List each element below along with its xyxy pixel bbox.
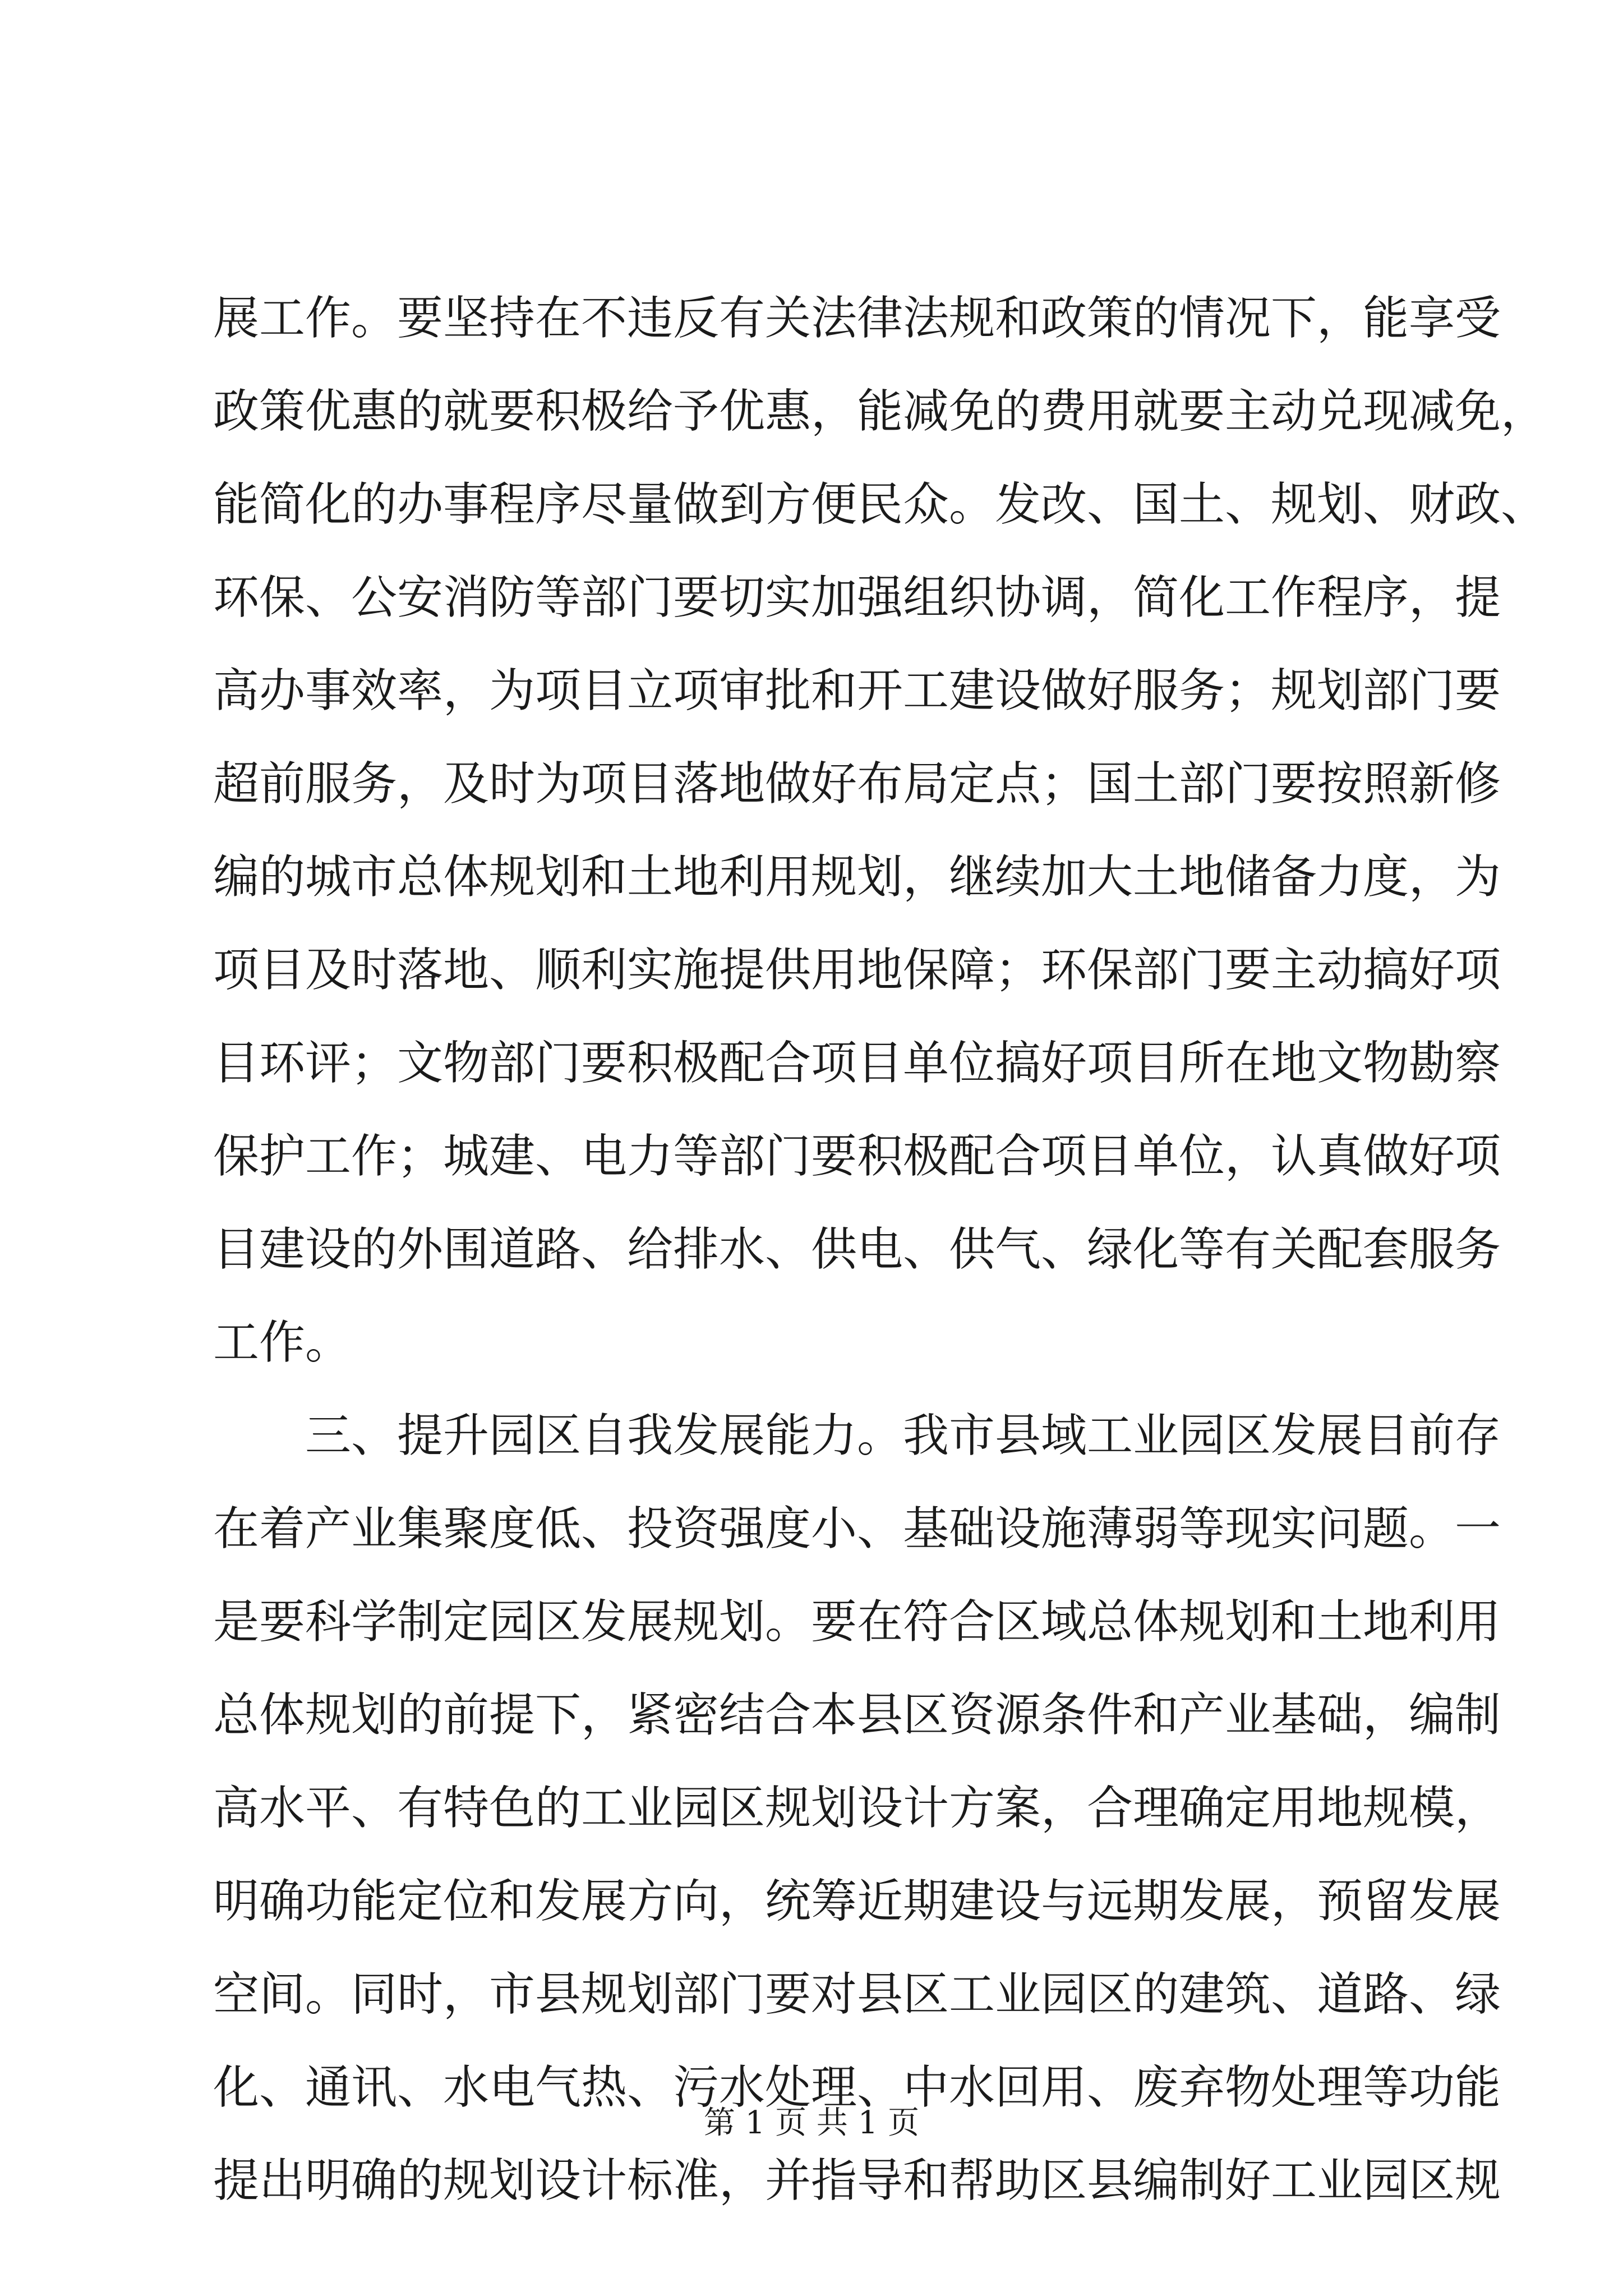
section-heading-line: 三、提升园区自我发展能力。我市县域工业园区发展目前存: [305, 1409, 1501, 1462]
text-line: 展工作。要坚持在不违反有关法律法规和政策的情况下，能享受: [213, 292, 1501, 345]
text-line: 工作。: [213, 1316, 352, 1369]
text-line: 目环评；文物部门要积极配合项目单位搞好项目所在地文物勘察: [213, 1037, 1501, 1090]
text-line: 在着产业集聚度低、投资强度小、基础设施薄弱等现实问题。一: [213, 1502, 1501, 1556]
text-line: 总体规划的前提下，紧密结合本县区资源条件和产业基础，编制: [213, 1688, 1501, 1742]
text-line: 保护工作；城建、电力等部门要积极配合项目单位，认真做好项: [213, 1130, 1501, 1183]
page-footer: 第 1 页 共 1 页: [703, 2105, 920, 2141]
text-line: 空间。同时，市县规划部门要对县区工业园区的建筑、道路、绿: [213, 1968, 1501, 2021]
text-line: 高水平、有特色的工业园区规划设计方案，合理确定用地规模，: [213, 1782, 1501, 1835]
text-line: 提出明确的规划设计标准，并指导和帮助区县编制好工业园区规: [213, 2154, 1501, 2207]
text-line: 高办事效率，为项目立项审批和开工建设做好服务；规划部门要: [213, 664, 1501, 717]
text-line: 环保、公安消防等部门要切实加强组织协调，简化工作程序，提: [213, 571, 1501, 624]
body-text: [213, 272, 1547, 2228]
text-line: 超前服务，及时为项目落地做好布局定点；国土部门要按照新修: [213, 757, 1501, 811]
text-line: 能简化的办事程序尽量做到方便民众。发改、国土、规划、财政、: [213, 478, 1547, 531]
text-line: 化、通讯、水电气热、污水处理、中水回用、废弃物处理等功能: [213, 2061, 1501, 2114]
text-line: 明确功能定位和发展方向，统筹近期建设与远期发展，预留发展: [213, 1875, 1501, 1928]
text-line: 项目及时落地、顺利实施提供用地保障；环保部门要主动搞好项: [213, 944, 1501, 997]
text-line: 政策优惠的就要积极给予优惠，能减免的费用就要主动兑现减免，: [213, 385, 1547, 438]
text-line: 是要科学制定园区发展规划。要在符合区域总体规划和土地利用: [213, 1595, 1501, 1649]
text-line: 目建设的外围道路、给排水、供电、供气、绿化等有关配套服务: [213, 1223, 1501, 1276]
text-line: 编的城市总体规划和土地利用规划，继续加大土地储备力度，为: [213, 850, 1501, 904]
